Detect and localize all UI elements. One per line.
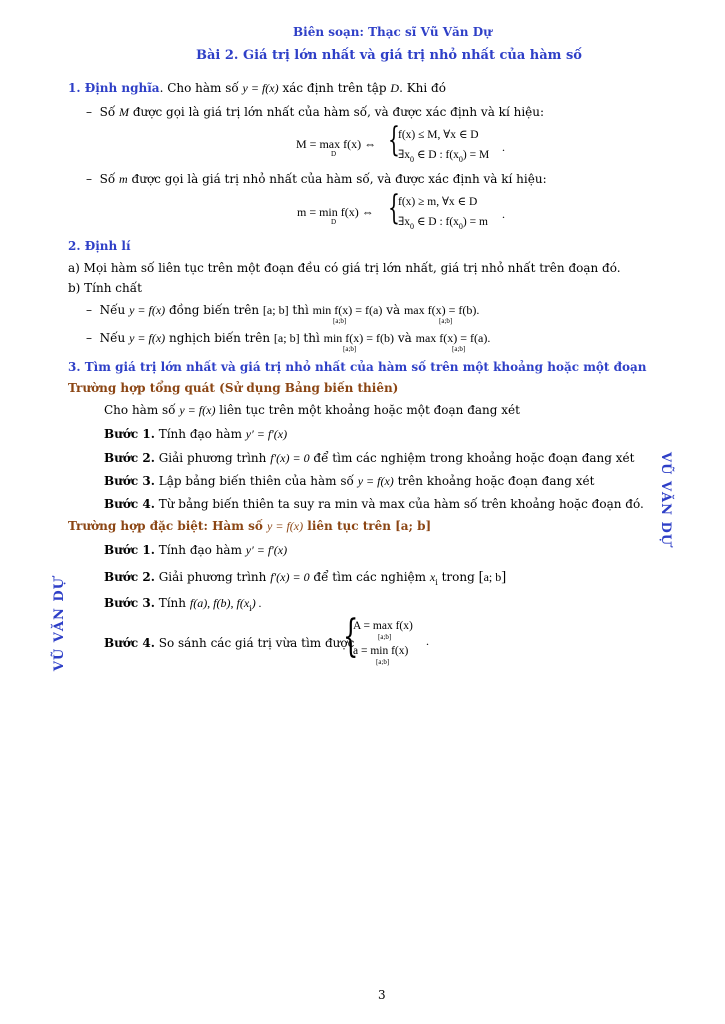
min-definition-line: – Số m được gọi là giá trị nhỏ nhất của hàm số, và được xác định và kí hiệu: bbox=[86, 172, 547, 186]
max-line-1: f(x) ≤ M, ∀x ∈ D bbox=[398, 129, 479, 141]
min-line-1: f(x) ≥ m, ∀x ∈ D bbox=[398, 196, 478, 208]
general-intro: Cho hàm số y = f(x) liên tục trên một khoảng hoặc một đoạn đang xét bbox=[104, 403, 520, 417]
theorem-b: b) Tính chất bbox=[68, 281, 142, 295]
general-step-3: Bước 3. Lập bảng biến thiên của hàm số y = f(x) trên khoảng hoặc đoạn đang xét bbox=[104, 474, 595, 488]
inc-min-under: [a;b] bbox=[333, 317, 347, 325]
max-period: . bbox=[502, 140, 505, 154]
max-formula-lhs: M = max f(x) ⇔ bbox=[296, 137, 377, 151]
step4-under-1: [a;b] bbox=[378, 633, 392, 641]
step4-under-2: [a;b] bbox=[376, 658, 390, 666]
max-definition-line: – Số M được gọi là giá trị lớn nhất của hàm số, và được xác định và kí hiệu: bbox=[86, 105, 545, 119]
max-brace: { bbox=[388, 120, 400, 160]
general-step-1: Bước 1. Tính đạo hàm y′ = f′(x) bbox=[104, 427, 288, 441]
special-step-2: Bước 2. Giải phương trình f′(x) = 0 để tìm các nghiệm $x_i$ trong [a; b] bbox=[104, 569, 507, 587]
max-under-D: D bbox=[331, 150, 337, 158]
step4-brace: { bbox=[343, 611, 359, 662]
min-formula-lhs: m = min f(x) ⇔ bbox=[297, 205, 374, 219]
general-step-2: Bước 2. Giải phương trình f′(x) = 0 để tìm các nghiệm trong khoảng hoặc đoạn đang xét bbox=[104, 451, 635, 465]
special-step-4: Bước 4. So sánh các giá trị vừa tìm được bbox=[104, 636, 355, 650]
dec-max-under: [a;b] bbox=[452, 345, 466, 353]
general-case-heading: Trường hợp tổng quát (Sử dụng Bảng biến thiên) bbox=[68, 381, 399, 395]
watermark-left: VŨ VĂN DỰ bbox=[52, 577, 67, 672]
max-line-2: $\exists x_0$ ∈ D : $f(x_0) = M$ bbox=[398, 149, 490, 164]
page-title: Bài 2. Giá trị lớn nhất và giá trị nhỏ nhất của hàm số bbox=[196, 48, 582, 63]
general-step-4: Bước 4. Từ bảng biến thiên ta suy ra min và max của hàm số trên khoảng hoặc đoạn đó. bbox=[104, 497, 644, 511]
special-case-heading: Trường hợp đặc biệt: Hàm số y = f(x) liên tục trên [a; b] bbox=[68, 519, 432, 533]
dec-min-under: [a;b] bbox=[343, 345, 357, 353]
min-under-D: D bbox=[331, 218, 337, 226]
author-credit: Biên soạn: Thạc sĩ Vũ Văn Dự bbox=[293, 25, 492, 39]
step4-line-2: a = min f(x) bbox=[353, 645, 409, 657]
increasing-property: – Nếu y = f(x) đồng biến trên [a; b] thì min f(x) = f(a) và max f(x) = f(b). bbox=[86, 303, 480, 317]
min-line-2: $\exists x_0$ ∈ D : $f(x_0) = m$ bbox=[398, 216, 488, 231]
theorem-a: a) Mọi hàm số liên tục trên một đoạn đều có giá trị lớn nhất, giá trị nhỏ nhất trên đoạn đó. bbox=[68, 261, 621, 275]
section3-heading: 3. Tìm giá trị lớn nhất và giá trị nhỏ nhất của hàm số trên một khoảng hoặc một đoạn bbox=[68, 360, 647, 374]
watermark-right: VŨ VĂN DỰ bbox=[658, 452, 673, 547]
min-brace: { bbox=[388, 188, 400, 228]
page-number: 3 bbox=[378, 988, 386, 1002]
section1-heading: 1. Định nghĩa bbox=[68, 81, 160, 95]
step4-period: . bbox=[426, 634, 429, 648]
special-step-1: Bước 1. Tính đạo hàm y′ = f′(x) bbox=[104, 543, 288, 557]
special-step-3: Bước 3. Tính f(a), f(b), $f(x_i)$ . bbox=[104, 596, 262, 613]
section1-intro: 1. Định nghĩa. Cho hàm số y = f(x) xác định trên tập D. Khi đó bbox=[68, 81, 446, 95]
min-period: . bbox=[502, 207, 505, 221]
inc-max-under: [a;b] bbox=[439, 317, 453, 325]
step4-line-1: A = max f(x) bbox=[353, 620, 413, 632]
section2-heading: 2. Định lí bbox=[68, 239, 131, 253]
decreasing-property: – Nếu y = f(x) nghịch biến trên [a; b] thì min f(x) = f(b) và max f(x) = f(a). bbox=[86, 331, 491, 345]
